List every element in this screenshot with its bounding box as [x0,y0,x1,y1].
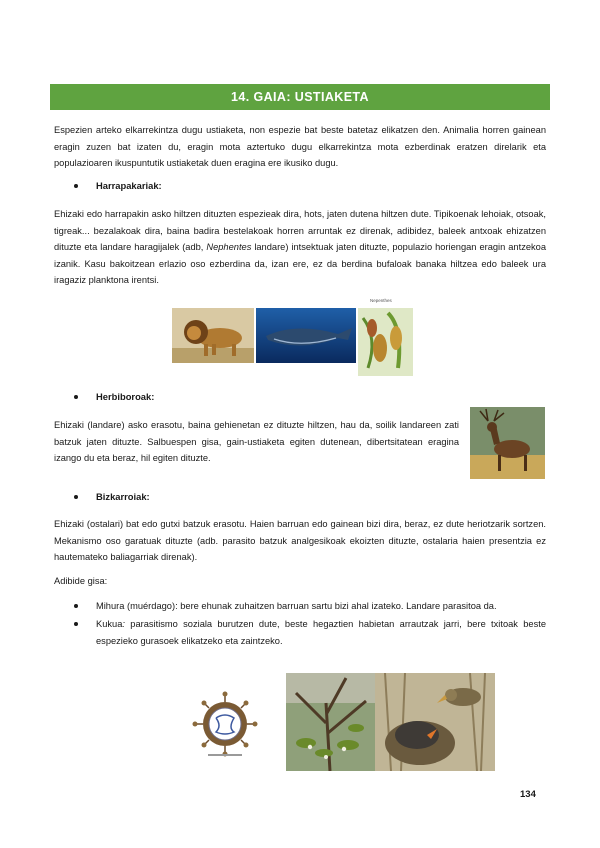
separator: : [122,619,131,629]
heading-harrapakariak [74,180,162,191]
example-text: parasitismo soziala burutzen dute, beste hegaztien habietan arrautzak jarri, bere txitoak beste espezieko gurasoek elikatzeko eta zaintzeko. [96,619,547,646]
example-term: Mihura (muérdago) [96,601,176,611]
harrapakariak-paragraph [54,206,546,289]
nepenthes-image [358,298,413,376]
deer-image [470,407,545,479]
heading-herbiboroak [74,391,154,402]
list-item [74,616,546,649]
example-text: bere ehunak zuhaitzen barruan sartu bizi ahal izateko. Landare parasitoa da. [180,601,497,611]
examples-label: Adibide gisa: [54,576,108,586]
lion-image [172,308,254,363]
nepenthes-caption: Nepenthes [370,298,392,303]
chapter-title: 14. GAIA: USTIAKETA [50,84,550,110]
mistletoe-image [286,673,375,771]
bullet-icon [74,184,78,188]
heading-bizkarroiak [74,491,150,502]
whale-image [256,308,356,363]
page-number: 134 [520,789,536,800]
intro-paragraph: Espezien arteko elkarrekintza dugu ustiaketa, non espezie bat beste batetaz elikatzen den. Animalia horren gainean eragin zuzen bat izaten du, eragin mota aztertuko dugu elkarrekintza mota ezberdinak eratzen direlarik eta populazioaren ikuspuntutik ustiaketak duen eragina ere ikusiko dugu. [54,125,546,169]
separator: : [175,601,181,611]
bullet-icon [74,395,78,399]
bullet-icon [74,495,78,499]
example-term: Kukua [96,619,123,629]
list-item [74,598,546,615]
heading-label: Bizkarroiak: [96,491,150,502]
species-name: Nephentes [206,242,252,253]
herbiboroak-paragraph: Ehizaki (landare) asko erasotu, baina gehienetan ez dituzte hiltzen, hau da, soilik landareen zati batzuk jaten dituzte. Salbuespen gisa, gain-ustiaketa egiten dutenean, dibertsitatean eragina izango du eta beraz, hil egiten dituzte. [54,420,459,464]
text-part: Ehizaki edo harrapakin asko hiltzen dituzten espezieak dira, hots, jaten dutena hiltzen dute. Tipikoenak lehoiak, otsoak, tigreak... bezalakoak dira, baina badira bestelakoak horren arruntak ez direnak, adibidez, baleek antxoak ehizatzen dituzte eta landare haragijalek (adb, [54,209,546,253]
text-part: landare) intsektuak jaten dituzte, populazio horiengan eragin antzekoa izanik. Kasu bakoitzean erlazio oso ezberdina da, izan ere, ez da berdina bufaloak banaka hiltzea edo baleek ura iragaziz planktona irentsi. [54,242,546,286]
heading-label: Harrapakariak: [96,180,162,191]
bullet-icon [74,622,78,626]
virus-image [188,688,263,763]
bullet-icon [74,604,78,608]
bizkarroiak-paragraph: Ehizaki (ostalari) bat edo gutxi batzuk erasotu. Haien barruan edo gainean bizi dira, beraz, ez dute heriotzarik sortzen. Mekanismo oso garatuak dituzte (adb. parasito batzuk analgesikoak ekoizten dituzte, ostalaria haien presentzia ez hautemateko baliagarriak direnak). [54,519,546,563]
cuckoo-image [375,673,495,771]
heading-label: Herbiboroak: [96,391,155,402]
